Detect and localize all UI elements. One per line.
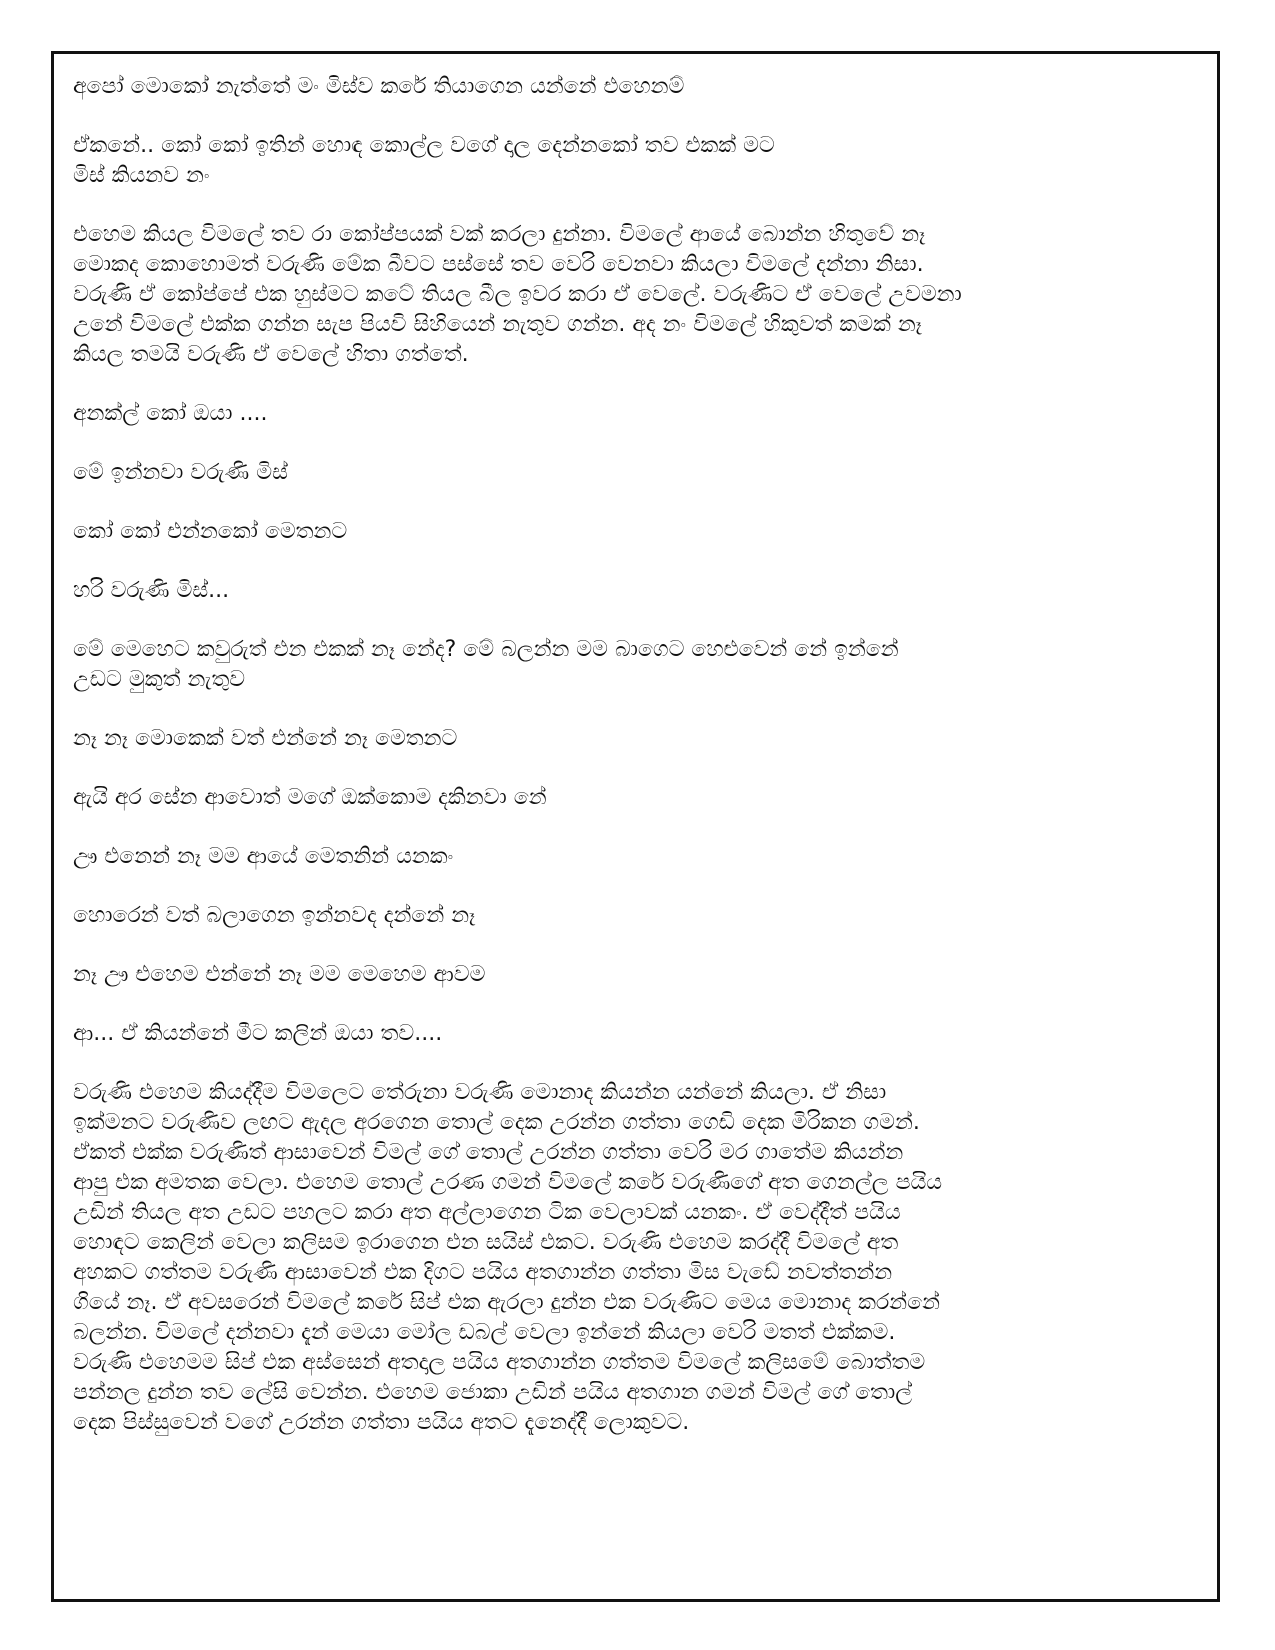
paragraph-11: ඌ එනෙන් නෑ මම ආයේ මෙතනින් යනකං	[73, 844, 454, 869]
paragraph-2: ඒකනේ.. කෝ කෝ ඉතින් හොඳ කොල්ල වගේ දාල දෙන්නකෝ තව එකක් මට මිස් කියනව නං	[73, 133, 775, 188]
paragraph-9: නෑ නෑ මොකෙක් වත් එන්නේ නෑ මෙතනට	[73, 726, 458, 751]
paragraph-3: එහෙම කියල විමලේ තව රා කෝප්පයක් වක් කරලා දුන්නා. විමලේ ආයේ බොන්න හිතුවේ නෑ මොකද කොහොමත් වරුණි මේක බීවට පස්සේ තව වෙරි වෙනවා කියලා විමලේ දන්නා නිසා. වරුණි ඒ කෝප්පේ එක හුස්මට කටේ තියල බීල ඉවර කරා ඒ වෙලේ. වරුණිට ඒ වෙලේ උවමනා උනේ විමලේ එක්ක ගන්න සැප පියවි සිහියෙන් නැතුව ගන්න. අද නං විමලේ හිකුවත් කමක් නෑ කියල තමයි වරුණි ඒ වෙලේ හිතා ගත්තේ.	[73, 222, 962, 367]
paragraph-6: කෝ කෝ එන්නකෝ මෙතනට	[73, 519, 348, 544]
paragraph-5: මේ ඉන්නවා වරුණි මිස්	[73, 460, 288, 485]
paragraph-12: හොරෙන් වත් බලාගෙන ඉන්නවද දන්නේ නෑ	[73, 903, 476, 928]
paragraph-7: හරි වරුණි මිස්...	[73, 578, 230, 603]
paragraph-14: ආ... ඒ කියන්නේ මීට කලින් ඔයා තව....	[73, 1021, 443, 1046]
paragraph-10: ඇයි අර සේන ආවොත් මගේ ඔක්කොම දකිනවා නේ	[73, 785, 547, 810]
paragraph-13: නෑ ඌ එහෙම එන්නේ නෑ මම මෙහෙම ආවම	[73, 962, 486, 987]
paragraph-1: අපෝ මොකෝ නැත්තේ මං මිස්ව කරේ තියාගෙන යන්නේ එහෙනම්	[73, 74, 685, 99]
paragraph-4: අනක්ල් කෝ ඔයා ....	[73, 401, 268, 426]
paragraph-8: මේ මෙහෙට කවුරුත් එන එකක් නෑ නේද? මේ බලන්න මම බාගෙට හෙළුවෙන් නේ ඉන්නේ උඩට මුකුත් නැතුව	[73, 637, 899, 692]
paragraph-15: වරුණි එහෙම කියද්දීම විමලෙට තේරුනා වරුණි මොනාද කියන්න යන්නේ කියලා. ඒ නිසා ඉක්මනට වරුණිව ලඟට ඇදල අරගෙන තොල් දෙක උරන්න ගත්තා ගෙඩි දෙක මිරිකන ගමන්. ඒකත් එක්ක වරුණිත් ආසාවෙන් විමල් ගේ තොල් උරන්න ගත්තා වෙරි මර ගාතේම කියන්න ආපු එක අමතක වෙලා. එහෙම තොල් උරණ ගමන් විමලේ කරේ වරුණිගේ අත ගෙනල්ල පයිය උඩින් තියල අත උඩට පහලට කරා අත අල්ලාගෙන ටික වෙලාවක් යනකං. ඒ වෙද්දීත් පයිය හොඳට කෙලින් වෙලා කලිසම ඉරාගෙන එන සයිස් එකට. වරුණි එහෙම කරද්දී විමලේ අත අහකට ගත්තම වරුණි ආසාවෙන් එක දිගට පයිය අතගාන්න ගත්තා මිස වැඩේ නවත්තන්න ගියේ නෑ. ඒ අවසරෙන් විමලේ කරේ සිප් එක ඇරලා දුන්න එක වරුණිට මෙය මොනාද කරන්නේ බලන්න. විමලේ දන්නවා දැන් මෙයා මෝල ඩබල් වෙලා ඉන්නේ කියලා වෙරි මතත් එක්කම. වරුණි එහෙමම සිප් එක අස්සෙන් අතදාල පයිය අතගාන්න ගත්තම විමලේ කලිසමේ බොත්තම පන්නල දුන්න තව ලේසි වෙන්න. එහෙම ජොකා උඩින් පයිය අතගාන ගමන් විමල් ගේ තොල් දෙක පිස්සුවෙන් වගේ උරන්න ගත්තා පයිය අතට දැනෙද්දී ලොකුවට.	[73, 1080, 943, 1435]
document-body	[73, 72, 1198, 1467]
